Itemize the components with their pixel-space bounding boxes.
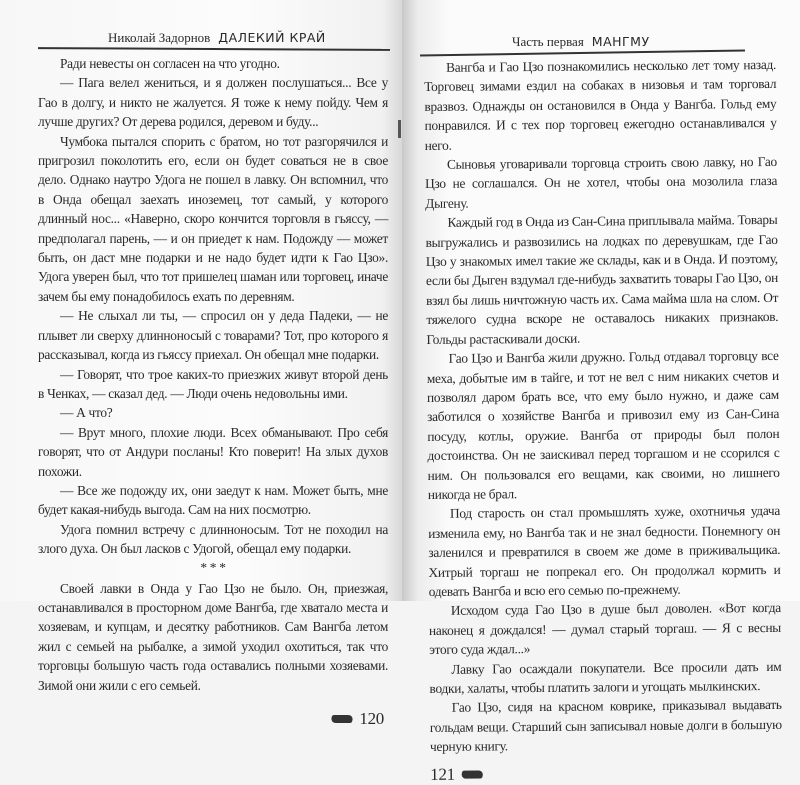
paragraph: Каждый год в Онда из Сан-Сина приплывала майма. Товары выгружались и развозились на лодках по деревушкам, где Гао Цзо у знакомых имел такие же склады, как и в Онда. И поэтому, если бы Дыген вздумал где-нибудь захватить товары Гао Цзо, он взял бы лишь ничтожную часть их. Сама майма шла на слом. От тяжелого судна вскоре не оставалось никаких признаков. Гольды растаскивали доски. (425, 212, 779, 347)
paragraph: Под старость он стал промышлять хуже, охотничья удача изменила ему, но Вангба так и не знал бедности. Понемногу он заленился и превратился в своем же доме в приживальщика. Хитрый торгаш не попрекал его. Он продолжал кормить и одевать Вангба и всю его семью по-прежнему. (428, 503, 781, 599)
paragraph: Исходом суда Гао Цзо в душе был доволен. «Вот когда наконец я дождался! — думал старый торгаш. — Я с весны этого суда ждал...» (428, 600, 782, 658)
book-title: ДАЛЕКИЙ КРАЙ (218, 30, 326, 45)
bookmark-mark (398, 120, 401, 138)
left-page-text (38, 54, 388, 729)
ornament-icon (330, 715, 355, 723)
paragraph: Удога помнил встречу с длинноносым. Тот не походил на злого духа. Он был ласков с Удогой, обещал ему подарки. (38, 521, 388, 557)
paragraph: Своей лавки в Онда у Гао Цзо не было. Он, приезжая, останавливался в просторном доме Вангба, где хватало места и хозяевам, и купцам, и десятку работников. Сам Вангба летом жил с семьей на рыбалке, а зимой уходил охотиться, так что торговцы большую часть года оставались полными хозяевами. Зимой они жили с его семьей. (38, 580, 388, 693)
header-rule (38, 47, 390, 50)
paragraph: — Говорят, что трое каких-то приезжих живут второй день в Ченках, — сказал дед. — Люди очень недовольны ими. (38, 366, 388, 401)
paragraph: Ради невесты он согласен на что угодно. (60, 56, 280, 71)
page-number-right (430, 762, 782, 785)
part-title: МАНГМУ (591, 34, 650, 49)
paragraph: Гао Цзо и Вангба жили дружно. Гольд отдавал торговцу все меха, добытые им в тайге, и тот не вел с ним никаких счетов и позволял даром брать все, что ему было нужно, и даже сам заботился о хозяйстве Вангба и привозил ему из Сан-Сина посуду, котлы, оружие. Вангба от природы был полон достоинства. Он не заискивал перед торгашом и не ссорился с ним. Он пользовался его вещами, как своими, но лишнего никогда не брал. (426, 348, 780, 502)
paragraph: Вангба и Гао Цзо познакомились несколько лет тому назад. Торговец зимами ездил на собаках в низовья и там торговал вразвоз. Однажды он остановился в Онда у Вангба. Гольд ему понравился. И с тех пор торговец ежегодно останавливался у него. (424, 56, 777, 153)
paragraph: — Все же подожду их, они заедут к нам. Может быть, мне будет какая-нибудь выгода. Сам на них посмотрю. (38, 482, 388, 518)
running-header-right (512, 34, 650, 50)
left-page (0, 0, 402, 728)
right-page-text (424, 55, 782, 785)
section-separator: * * * (200, 559, 226, 575)
right-page (402, 0, 800, 784)
page-number: 121 (430, 764, 455, 784)
paragraph: — А что? (60, 405, 113, 421)
ornament-icon (459, 770, 484, 778)
running-header-left (108, 30, 326, 46)
paragraph: Чумбока пытался спорить с братом, но тот разгорячился и пригрозил поколотить его, если он будет соваться не в свое дело. Однако наутро Удога не пошел в лавку. Он вспомнил, что в Онда обещал заехать иноземец, тот самый, у которого длинный нос... «Наверно, скоро кончится торговля в гьяссу, — предполагал парень, — и он приедет к нам. Подожду — может быть, он даст мне подарки и не надо будет идти к Гао Цзо». Удога уверен был, что тот пришелец шаман или торговец, иначе зачем бы ему понадобилось ехать по деревням. (38, 133, 388, 304)
paragraph: — Не слыхал ли ты, — спросил он у деда Падеки, — не плывет ли сверху длинноносый с товарами? Тот, про которого я рассказывал, когда из гьяссу приехал. Он обещал мне подарки. (38, 308, 388, 363)
paragraph: Гао Цзо, сидя на красном коврике, приказывал выдавать гольдам вещи. Старший сын записывал новые долги в большую черную книгу. (429, 697, 782, 755)
paragraph: Сыновья уговаривали торговца строить свою лавку, но Гао Цзо не соглашался. Он не хотел, чтобы она мозолила глаза Дыгену. (425, 153, 778, 211)
paragraph: — Врут много, плохие люди. Всех обманывают. Про себя говорят, что от Андури посланы! Кто поверит! На злых духов похожи. (38, 424, 388, 479)
paragraph: Лавку Гао осаждали покупатели. Все просили дать им водки, халаты, чтобы платить залоги и угощать мылкинских. (429, 658, 782, 696)
page-number-left (38, 709, 388, 729)
paragraph: — Пага велел жениться, и я должен послушаться... Все у Гао в долгу, и никто не жалуется. Я тоже к нему пойду. Чем я лучше других? От дерева родился, деревом и буду... (38, 75, 388, 130)
page-number: 120 (359, 709, 384, 728)
part-label: Часть первая (512, 34, 584, 49)
author-name: Николай Задорнов (108, 30, 211, 45)
